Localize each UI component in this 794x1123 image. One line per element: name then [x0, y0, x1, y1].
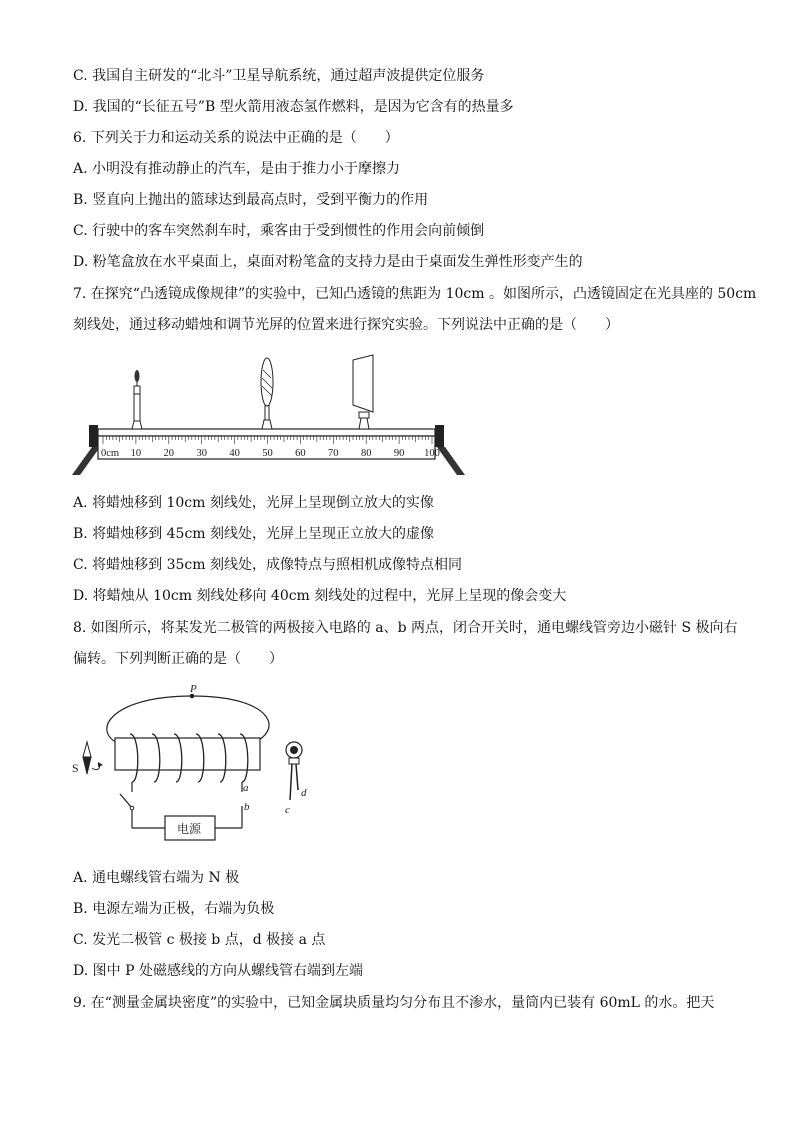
option-7a: A. 将蜡烛移到 10cm 刻线处，光屏上呈现倒立放大的实像 — [73, 495, 434, 511]
option-6c: C. 行驶中的客车突然刹车时，乘客由于受到惯性的作用会向前倾倒 — [73, 223, 485, 239]
power-source-label: 电源 — [177, 822, 202, 836]
ruler-label: 20 — [163, 448, 175, 459]
ruler-label: 30 — [196, 448, 207, 459]
optical-bench-figure — [70, 350, 465, 480]
question-7-line-1: 7. 在探究“凸透镜成像规律”的实验中，已知凸透镜的焦距为 10cm 。如图所示，凸透镜固定在光具座的 50cm — [73, 286, 757, 302]
ruler-label: 70 — [328, 448, 339, 459]
solenoid-circuit-figure — [70, 682, 330, 852]
label-a: a — [243, 782, 249, 794]
option-8c: C. 发光二极管 c 极接 b 点，d 极接 a 点 — [73, 932, 326, 948]
label-p: P — [190, 683, 197, 695]
label-b: b — [244, 801, 250, 813]
option-6b: B. 竖直向上抛出的篮球达到最高点时，受到平衡力的作用 — [73, 192, 429, 208]
option-8d: D. 图中 P 处磁感线的方向从螺线管右端到左端 — [73, 963, 363, 979]
question-9-line-1: 9. 在“测量金属块密度”的实验中，已知金属块质量均匀分布且不渗水，量筒内已装有 60mL 的水。把天 — [73, 995, 715, 1011]
option-5d: D. 我国的“长征五号”B 型火箭用液态氢作燃料，是因为它含有的热量多 — [73, 99, 514, 115]
option-6a: A. 小明没有推动静止的汽车，是由于推力小于摩擦力 — [73, 161, 401, 177]
ruler-label: 60 — [295, 448, 306, 459]
question-8-line-2: 偏转。下列判断正确的是（ ） — [73, 651, 283, 667]
option-7b: B. 将蜡烛移到 45cm 刻线处，光屏上呈现正立放大的虚像 — [73, 526, 435, 542]
label-c: c — [285, 804, 290, 816]
convex-lens — [261, 358, 273, 429]
ruler-label: 100 — [424, 448, 440, 459]
led — [286, 742, 302, 800]
option-8a: A. 通电螺线管右端为 N 极 — [73, 870, 240, 886]
ruler-label: 0cm — [101, 448, 120, 459]
option-7c: C. 将蜡烛移到 35cm 刻线处，成像特点与照相机成像特点相同 — [73, 557, 462, 573]
candle — [132, 370, 142, 429]
ruler-label: 80 — [360, 448, 372, 459]
option-7d: D. 将蜡烛从 10cm 刻线处移向 40cm 刻线处的过程中，光屏上呈现的像会变大 — [73, 588, 567, 604]
option-8b: B. 电源左端为正极，右端为负极 — [73, 901, 275, 917]
ruler-label: 40 — [229, 448, 240, 459]
question-7-line-2: 刻线处，通过移动蜡烛和调节光屏的位置来进行探究实验。下列说法中正确的是（ ） — [73, 317, 619, 333]
ruler-label: 10 — [130, 448, 142, 459]
label-s: S — [72, 761, 79, 775]
question-8-line-1: 8. 如图所示，将某发光二极管的两极接入电路的 a、b 两点，闭合开关时，通电螺线管旁边小磁针 S 极向右 — [73, 620, 738, 636]
label-d: d — [301, 787, 307, 799]
option-6d: D. 粉笔盒放在水平桌面上，桌面对粉笔盒的支持力是由于桌面发生弹性形变产生的 — [73, 254, 583, 270]
magnetic-needle — [83, 742, 103, 774]
option-5c: C. 我国自主研发的“北斗”卫星导航系统，通过超声波提供定位服务 — [73, 68, 485, 84]
question-6: 6. 下列关于力和运动关系的说法中正确的是（ ） — [73, 130, 399, 146]
ruler-label: 50 — [262, 448, 273, 459]
ruler-label: 90 — [393, 448, 405, 459]
light-screen — [353, 355, 373, 429]
